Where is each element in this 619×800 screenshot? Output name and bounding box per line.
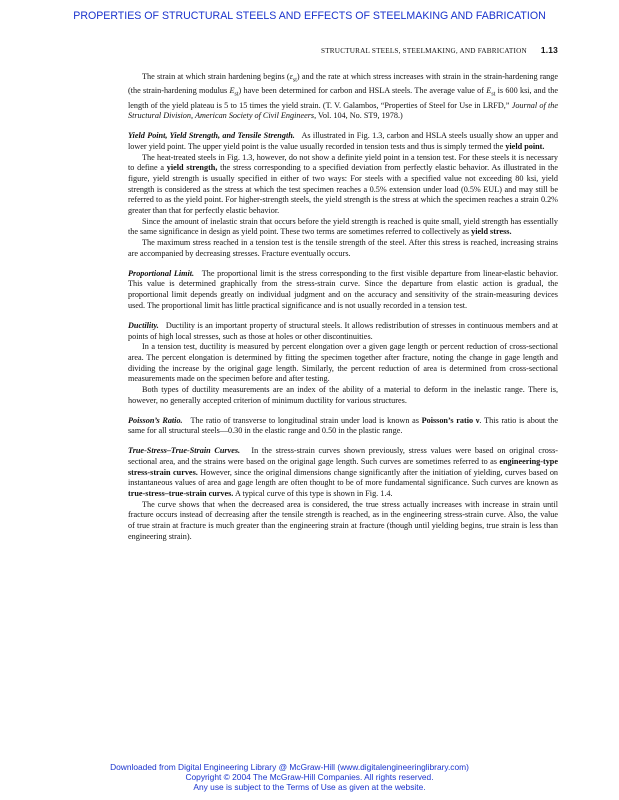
section-heading: Proportional Limit. <box>128 268 195 278</box>
section-heading: True-Stress–True-Strain Curves. <box>128 446 241 456</box>
section-heading: Ductility. <box>128 320 159 330</box>
paragraph-ductility-measure: In a tension test, ductility is measured by percent elongation over a given gage length or percent reduction of cross-sectional area. The percent elongation is determined by fitting the specimen together after fracture, noting the change in gage length and dividing the increase by the original gage length. Similarly, the percent reduction of area is determined from cross-sectional measurements made on the specimen before and after testing. <box>128 342 558 384</box>
footer-copyright: Copyright © 2004 The McGraw-Hill Companies. All rights reserved. <box>185 772 434 782</box>
paragraph-ductility-index: Both types of ductility measurements are an index of the ability of a material to deform in the inelastic range. There is, however, no generally accepted criterion of minimum ductility for various structures. <box>128 384 558 405</box>
running-head <box>128 45 558 55</box>
paragraph-strain-hardening: The strain at which strain hardening begins $(\varepsilon_{st})$ and the rate at which stress increases with strain in the strain-hardening range (the strain-hardening modulus $E_{st}$) have been determined for carbon and HSLA steels. The average value of $E_{st}$ is 600 ksi, and the length of the yield plateau is 5 to 15 times the yield strain. (T. V. Galambos, “Properties of Steel for Use in LRFD,” Journal of the Structural Division, American Society of Civil Engineers, Vol. 104, No. ST9, 1978.) <box>128 72 559 121</box>
page-body <box>128 72 558 542</box>
section-poissons-ratio: Poisson’s Ratio. The ratio of transverse to longitudinal strain under load is known as Poisson’s ratio ν. This ratio is about the same for all structural steels—0.30 in the elastic range and 0.50 in the plastic range. <box>128 415 558 436</box>
footer-download-link[interactable]: Downloaded from Digital Engineering Library @ McGraw-Hill (www.digitalengineeringlibrary.com) <box>110 762 469 772</box>
paragraph-true-strain: The curve shows that when the decreased area is considered, the true stress actually increases with increase in strain until fracture occurs instead of decreasing after the tensile strength is reached, as in the engineering stress-strain curve. Also, the value of true strain at fracture is much greater than the engineering strain at fracture (though until yielding begins, true strain is less than engineering strain). <box>128 499 558 541</box>
running-head-title: STRUCTURAL STEELS, STEELMAKING, AND FABRICATION <box>321 47 527 55</box>
chapter-banner[interactable]: PROPERTIES OF STRUCTURAL STEELS AND EFFECTS OF STEELMAKING AND FABRICATION <box>73 10 546 22</box>
section-heading: Yield Point, Yield Strength, and Tensile Strength. <box>128 131 295 141</box>
section-yield-point: Yield Point, Yield Strength, and Tensile Strength. As illustrated in Fig. 1.3, carbon and HSLA steels usually show an upper and lower yield point. The upper yield point is the value usually recorded in tension tests and thus is simply termed the yield point. <box>128 131 558 152</box>
section-heading: Poisson’s Ratio. <box>128 415 183 425</box>
journal-citation: Journal of the Structural Division, American Society of Civil Engineers <box>128 100 559 121</box>
paragraph-tensile-strength: The maximum stress reached in a tension test is the tensile strength of the steel. After this stress is reached, increasing strains are accompanied by decreasing stresses. Fracture eventually occurs. <box>128 237 558 258</box>
section-true-stress: True-Stress–True-Strain Curves. In the stress-strain curves shown previously, stress values were based on original cross-sectional area, and the strains were based on the original gage length. Such curves are sometimes referred to as engineering-type stress-strain curves. However, since the original dimensions change significantly after the initiation of yielding, curves based on instantaneous values of area and gage length are often thought to be of more fundamental significance. Such curves are known as true-stress–true-strain curves. A typical curve of this type is shown in Fig. 1.4. <box>128 446 559 499</box>
section-ductility: Ductility. Ductility is an important property of structural steels. It allows redistribution of stresses in continuous members and at points of high local stresses, such as those at holes or other discontinuities. <box>128 320 559 341</box>
section-proportional-limit: Proportional Limit. The proportional limit is the stress corresponding to the first visible departure from linear-elastic behavior. This value is determined graphically from the stress-strain curve. Since the departure from elastic action is gradual, the proportional limit depends greatly on individual judgment and on the accuracy and sensitivity of the strain-measuring devices used. The proportional limit has little practical significance and is not usually recorded in a tension test. <box>128 268 558 310</box>
paragraph-yield-strength: The heat-treated steels in Fig. 1.3, however, do not show a definite yield point in a tension test. For these steels it is necessary to define a yield strength, the stress corresponding to a specified deviation from perfectly elastic behavior. As illustrated in the figure, yield strength is usually specified in either of two ways: For steels with a specified value not exceeding 80 ksi, yield strength is considered as the stress at which the test specimen reaches a 0.5% extension under load (0.5% EUL) and may still be referred to as the yield point. For higher-strength steels, the yield strength is the stress at which the specimen reaches a strain 0.2% greater than that for perfectly elastic behavior. <box>128 152 558 215</box>
footer-terms-link[interactable]: Any use is subject to the Terms of Use as given at the website. <box>193 782 426 792</box>
paragraph-yield-stress: Since the amount of inelastic strain that occurs before the yield strength is reached is quite small, yield strength has essentially the same significance in design as yield point. These two terms are sometimes referred to collectively as yield stress. <box>128 216 558 237</box>
page-number: 1.13 <box>540 45 558 55</box>
footer <box>0 762 619 792</box>
